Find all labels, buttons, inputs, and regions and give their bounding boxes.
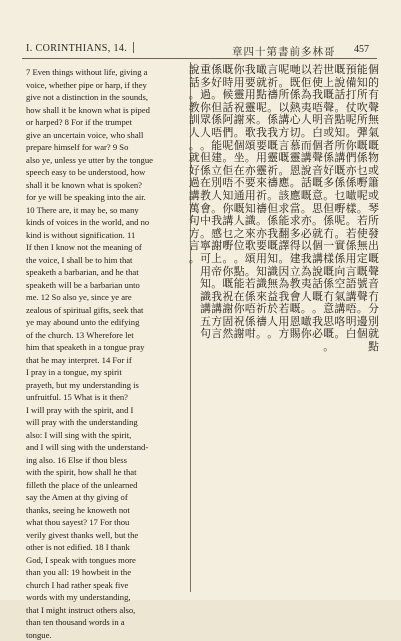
english-line: me. 12 So also ye, since ye are	[26, 291, 186, 304]
english-line: give an uncertain voice, who shall	[26, 129, 186, 142]
chinese-text-column: 噉 就 點 呢 。 我 要 用 靈 來 祈 禱 。 亦 要 用 知 識 來 祈 禱 。	[255, 64, 268, 341]
english-line: prayeth, but my understanding is	[26, 379, 186, 392]
english-line: ye may abound unto the edifying	[26, 316, 186, 329]
chinese-text-column: 能 知 所 吹 所 彈 嘅 係 乜 嘢 呢 。 若 使 無 定 嘅 號 聲 。 邊 個	[356, 64, 369, 341]
english-line: unfruitful. 15 What is it then?	[26, 391, 186, 404]
english-text-column	[26, 66, 186, 641]
english-line: than you all: 19 howbeit in the	[26, 566, 186, 579]
running-head-chinese: 章四十第書前多林哥	[232, 44, 336, 59]
english-line: kind is without signification. 11	[26, 229, 186, 242]
english-line: shall it be known what is spoken?	[26, 179, 186, 192]
chinese-text-column: 係 好 。 但 係 唔 能 建 立 別 人 。 我 感 謝 上 帝 。 我 講 方 言	[210, 64, 223, 341]
english-line: verily givest thanks well, but the	[26, 529, 186, 542]
header-rule	[22, 58, 377, 59]
english-line: 7 Even things without life, giving a	[26, 66, 186, 79]
english-line: If then I know not the meaning of	[26, 241, 186, 254]
english-line: filleth the place of the unlearned	[26, 479, 186, 492]
english-line: other is not edified. 18 I thank	[26, 541, 186, 554]
english-line: I pray in a tongue, my spirit	[26, 366, 186, 379]
english-line: or harped? 8 For if the trumpet	[26, 116, 186, 129]
english-line: voice, whether pipe or harp, if they	[26, 79, 186, 92]
chinese-text-column: 世 上 嘅 聲 音 或 者 係 好 多 。 但 係 冇 一 樣 嘅 係 冇 意 思 嘅 。	[322, 64, 335, 354]
chinese-text-column: 我 要 用 靈 來 歌 頌 。 亦 要 用 知 識 來 歌 頌 。 若 係 唔 係 咁	[244, 64, 257, 341]
english-line: give not a distinction in the sounds,	[26, 91, 186, 104]
english-line: that he may interpret. 14 For if	[26, 354, 186, 367]
english-line: also ye, unless ye utter by the tongue	[26, 154, 186, 167]
chinese-text-column: 若 使 我 唔 明 白 個 聲 音 嘅 意 思 。 就 個 講 說 話 嘅 。 我 必	[311, 64, 324, 341]
page-number: 457	[354, 44, 369, 55]
book-chapter-label: I. CORINTHIANS, 14.	[26, 43, 127, 54]
chinese-text-column: 重 多 過 你 眾 人 。 但 係 在 教 會 中 。 寧 可 用 知 識 講 五 句	[199, 64, 212, 341]
english-line: church I had rather speak five	[26, 579, 186, 592]
chinese-text-column: 哋 既 係 熱 心 切 慕 靈 恩 。 應 當 求 多 得 建 立 教 會 嘅 恩 賜	[289, 64, 302, 341]
english-line: tongue.	[26, 629, 186, 641]
english-line: how shall it be known what is piped	[26, 104, 186, 117]
english-line: for ye will be speaking into the air.	[26, 191, 186, 204]
chinese-text-column: 個 的 有 聲 無 氣 嘅 物 或 簫 或 琴 所 發 出 嘅 聲 音 冇 分 別 就 點	[367, 64, 380, 354]
english-line: thanks, seeing he knoweth not	[26, 504, 186, 517]
english-line: say the Amen at thy giving of	[26, 491, 186, 504]
english-line: prepare himself for war? 9 So	[26, 141, 186, 154]
chinese-text-column: 嘅 時 候 話 阿 們 呢 。 佢 唔 知 你 講 乜 嘢 。 你 嘅 祝 謝 固 然	[221, 64, 234, 341]
chinese-text-column: 你 用 靈 祝 謝 。 個 坐 在 不 通 嘅 人 之 位 。 點 能 在 你 祝 謝	[233, 64, 246, 341]
english-line: ing also. 16 Else if thou bless	[26, 454, 186, 467]
english-line: also: I will sing with the spirit,	[26, 429, 186, 442]
chinese-text-column: 言 祈 禱 。 係 我 嘅 靈 祈 禱 。 但 係 我 嘅 知 識 無 益 於 人 。	[266, 64, 279, 341]
english-line: than ten thousand words in a	[26, 616, 186, 629]
english-line: God, I speak with tongues more	[26, 554, 186, 567]
english-line: and I will sing with the understand-	[26, 441, 186, 454]
chinese-text-columns	[194, 64, 380, 594]
running-head-english	[26, 43, 138, 54]
header-divider	[133, 42, 134, 53]
chinese-text-column: 嘅 說 話 。 點 知 所 講 嘅 係 乜 嘢 呢 。 實 係 向 空 氣 講 咯 。	[333, 64, 346, 341]
english-line: speech easy to be understood, how	[26, 166, 186, 179]
english-line: kinds of voices in the world, and no	[26, 216, 186, 229]
english-line: zealous of spiritual gifts, seek that	[26, 304, 186, 317]
english-line: of the church. 13 Wherefore let	[26, 329, 186, 342]
english-line: the voice, I shall be to him that	[26, 254, 186, 267]
english-line: words with my understanding,	[26, 591, 186, 604]
english-line: will pray with the understanding	[26, 416, 186, 429]
chinese-text-column: 預 備 打 仗 呢 。 你 們 亦 係 噉 樣 。 若 係 用 言 語 講 唔 明 白	[345, 64, 358, 341]
chinese-text-column: 以 佢 為 夷 人 。 而 講 說 話 嘅 。 亦 必 以 我 為 夷 人 。 噉 你	[300, 64, 313, 341]
english-line: speaketh will be a barbarian unto	[26, 279, 186, 292]
english-line: what thou sayest? 17 For thou	[26, 516, 186, 529]
chinese-text-column: 呢 。 所 以 講 方 言 嘅 。 應 該 求 能 翻 譯 。 因 為 我 若 用 方	[277, 64, 290, 341]
english-line: that I might instruct others also,	[26, 604, 186, 617]
english-line: with the spirit, how shall he that	[26, 466, 186, 479]
english-line: him that speaketh in a tongue pray	[26, 341, 186, 354]
english-line: I will pray with the spirit, and I	[26, 404, 186, 417]
chinese-text-column: 說 話 。 教 訓 人 。 就 好 過 講 萬 句 方 言 。	[188, 64, 201, 266]
english-line: speaketh a barbarian, and he that	[26, 266, 186, 279]
english-line: 10 There are, it may be, so many	[26, 204, 186, 217]
